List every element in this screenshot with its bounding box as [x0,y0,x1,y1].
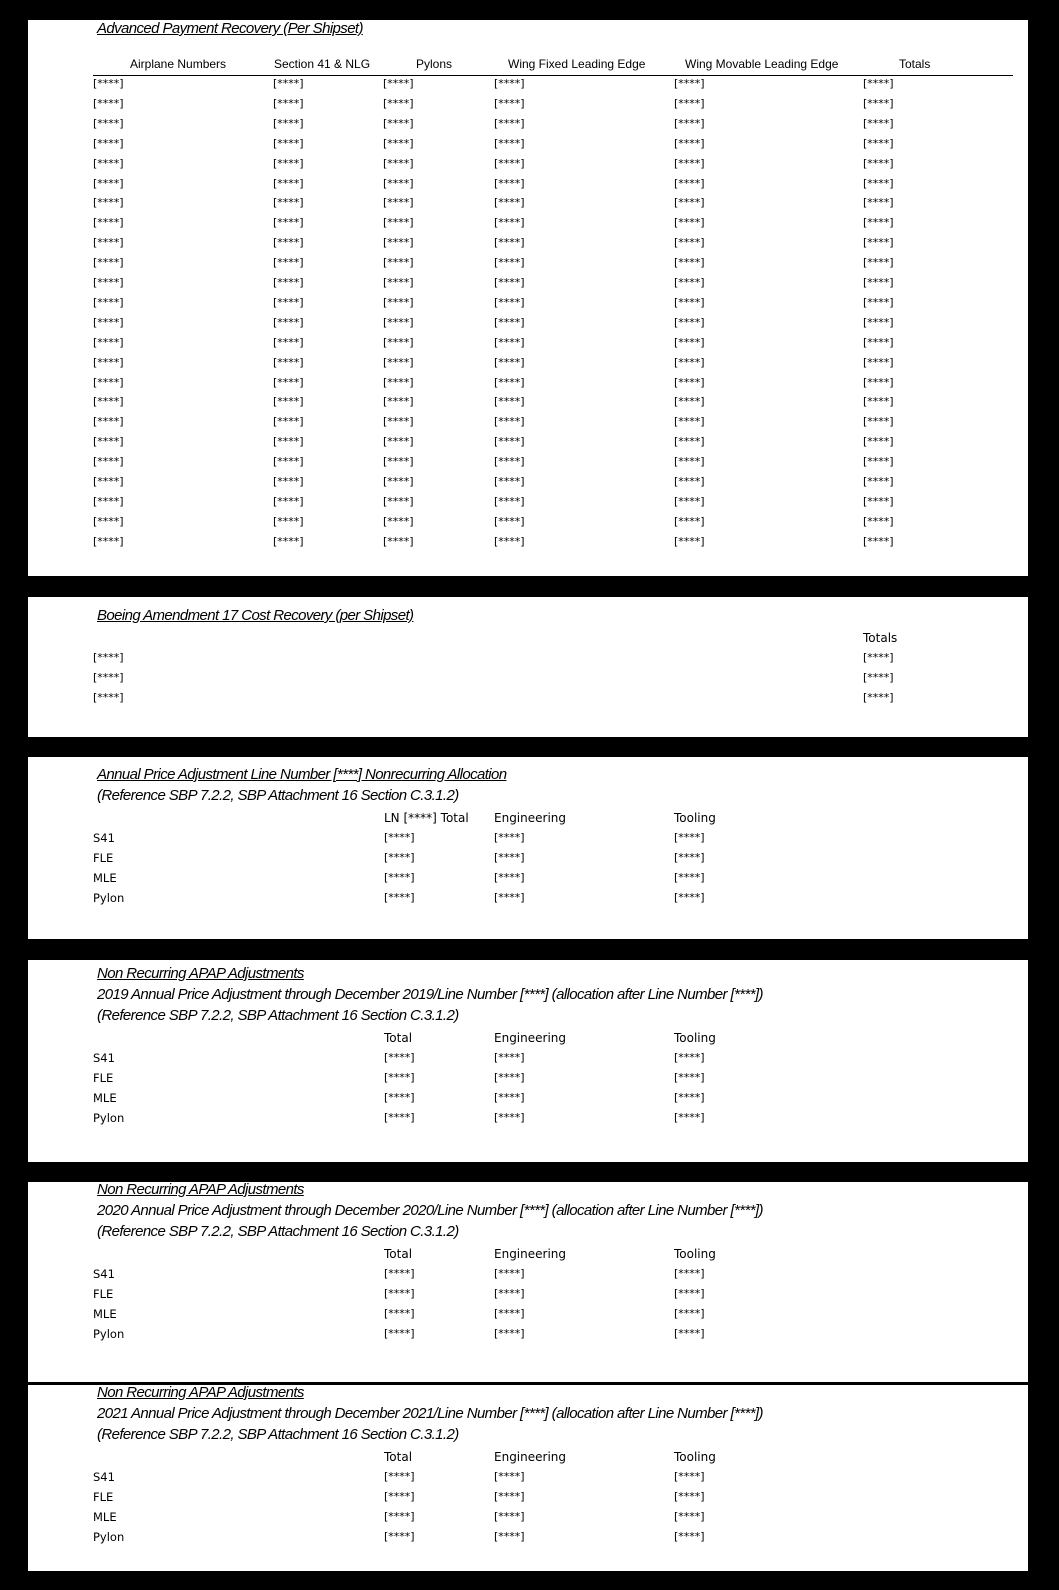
table-cell: [****] [494,116,525,130]
table-cell: [****] [93,415,124,429]
table-cell: [****] [273,355,304,369]
table-cell: [****] [494,196,525,210]
row-label: S41 [93,1470,115,1484]
table-cell: [****] [494,136,525,150]
table-cell: [****] [674,156,705,170]
table-cell: [****] [863,415,894,429]
advanced-payment-title: Advanced Payment Recovery (Per Shipset) [97,20,363,37]
table-cell: [****] [863,335,894,349]
table-cell: [****] [674,136,705,150]
col-header-totals: Totals [899,57,931,71]
apap-2021-col-tooling: Tooling [674,1450,716,1464]
amendment-panel [28,597,1028,737]
col-header-pylons: Pylons [416,57,453,71]
apap-2020-title: Non Recurring APAP Adjustments [97,1181,304,1198]
row-label: S41 [93,1267,115,1281]
table-cell: [****] [674,176,705,190]
annual-col-engineering: Engineering [494,811,566,825]
table-cell: [****] [863,136,894,150]
table-cell: [****] [384,1490,415,1503]
table-cell: [****] [383,96,414,110]
table-cell: [****] [863,295,894,309]
table-cell: [****] [494,1287,525,1300]
col-header-airplane-numbers: Airplane Numbers [130,57,227,71]
table-cell: [****] [93,77,124,90]
table-cell: [****] [674,1470,705,1483]
row-label: MLE [93,1510,117,1524]
col-header-wing-movable: Wing Movable Leading Edge [685,57,839,71]
table-cell: [****] [494,96,525,110]
table-cell: [****] [674,1111,705,1124]
table-cell: [****] [674,1530,705,1543]
row-label: Pylon [93,1530,125,1544]
table-cell: [****] [93,176,124,190]
apap-2019-title: Non Recurring APAP Adjustments [97,965,304,982]
table-cell: [****] [93,295,124,309]
table-cell: [****] [674,891,705,904]
table-cell: [****] [273,295,304,309]
table-cell: [****] [384,1510,415,1523]
table-cell: [****] [863,276,894,289]
table-cell: [****] [674,1490,705,1503]
table-cell: [****] [273,375,304,389]
table-cell: [****] [383,335,414,349]
table-cell: [****] [273,96,304,110]
table-cell: [****] [93,196,124,210]
table-cell: [****] [494,156,525,170]
table-cell: [****] [494,335,525,349]
row-label: FLE [93,1287,114,1301]
table-cell: [****] [494,831,525,844]
table-cell: [****] [674,295,705,309]
table-cell: [****] [674,1051,705,1064]
table-cell: [****] [384,1091,415,1104]
table-cell: [****] [674,1287,705,1300]
table-cell: [****] [93,116,124,130]
row-label: Pylon [93,891,125,905]
apap-2021-line: 2021 Annual Price Adjustment through December 2021/Line Number [****] (allocation after Line Number [****]) [97,1405,763,1422]
table-cell: [****] [674,1071,705,1084]
table-cell: [****] [494,176,525,190]
table-cell: [****] [273,156,304,170]
table-cell: [****] [863,475,894,488]
table-cell: [****] [383,156,414,170]
annual-title: Annual Price Adjustment Line Number [****] Nonrecurring Allocation [97,766,507,783]
table-cell: [****] [93,96,124,110]
table-cell: [****] [383,375,414,389]
table-cell: [****] [674,1091,705,1104]
table-cell: [****] [93,475,124,488]
table-cell: [****] [674,494,705,508]
table-cell: [****] [384,831,415,844]
table-cell: [****] [383,355,414,369]
amendment-title: Boeing Amendment 17 Cost Recovery (per Shipset) [97,607,414,624]
table-cell: [****] [93,156,124,170]
col-header-wing-fixed: Wing Fixed Leading Edge [508,57,646,71]
table-cell: [****] [494,891,525,904]
table-cell: [****] [93,534,124,548]
apap-2019-col-total: Total [384,1031,413,1045]
table-cell: [****] [674,196,705,210]
table-cell: [****] [383,295,414,309]
table-cell: [****] [273,196,304,210]
table-cell: [****] [494,1510,525,1523]
table-cell: [****] [383,455,414,469]
table-cell: [****] [674,335,705,349]
table-cell: [****] [674,871,705,884]
table-cell: [****] [273,415,304,429]
table-cell: [****] [273,514,304,528]
table-cell: [****] [674,1307,705,1320]
table-cell: [****] [273,276,304,289]
table-cell: [****] [674,216,705,230]
table-cell: [****] [863,96,894,110]
table-cell: [****] [674,276,705,289]
apap-2019-reference: (Reference SBP 7.2.2, SBP Attachment 16 Section C.3.1.2) [97,1007,459,1024]
table-cell: [****] [383,216,414,230]
table-cell: [****] [863,671,894,684]
table-cell: [****] [674,475,705,488]
table-cell: [****] [93,355,124,369]
apap-2020-col-tooling: Tooling [674,1247,716,1261]
table-cell: [****] [674,534,705,548]
table-cell: [****] [863,116,894,130]
table-cell: [****] [674,77,705,90]
table-cell: [****] [93,671,124,684]
table-cell: [****] [93,375,124,389]
table-cell: [****] [494,534,525,548]
table-cell: [****] [494,415,525,429]
apap-2021-col-engineering: Engineering [494,1450,566,1464]
table-cell: [****] [494,276,525,289]
table-cell: [****] [93,236,124,250]
table-cell: [****] [674,1267,705,1280]
table-cell: [****] [494,1327,525,1340]
table-cell: [****] [384,1051,415,1064]
table-cell: [****] [93,435,124,449]
table-cell: [****] [674,256,705,270]
row-label: MLE [93,1307,117,1321]
apap-2020-reference: (Reference SBP 7.2.2, SBP Attachment 16 Section C.3.1.2) [97,1223,459,1240]
table-cell: [****] [863,355,894,369]
table-cell: [****] [383,256,414,270]
table-cell: [****] [384,1111,415,1124]
table-cell: [****] [863,176,894,190]
table-cell: [****] [863,196,894,210]
table-cell: [****] [674,415,705,429]
table-cell: [****] [494,1530,525,1543]
table-cell: [****] [674,851,705,864]
row-label: FLE [93,1490,114,1504]
table-cell: [****] [494,295,525,309]
table-cell: [****] [674,236,705,250]
apap-2021-col-total: Total [384,1450,413,1464]
table-cell: [****] [383,276,414,289]
table-cell: [****] [93,455,124,469]
table-cell: [****] [93,256,124,270]
table-cell: [****] [273,534,304,548]
table-cell: [****] [383,475,414,488]
table-cell: [****] [383,136,414,150]
annual-col-total: LN [****] Total [384,811,469,825]
table-cell: [****] [494,851,525,864]
table-cell: [****] [383,494,414,508]
table-cell: [****] [494,1490,525,1503]
table-cell: [****] [494,375,525,389]
apap-2021-reference: (Reference SBP 7.2.2, SBP Attachment 16 Section C.3.1.2) [97,1426,459,1443]
table-cell: [****] [383,315,414,329]
table-cell: [****] [494,435,525,449]
table-cell: [****] [674,375,705,389]
table-cell: [****] [383,196,414,210]
table-cell: [****] [863,256,894,270]
table-cell: [****] [494,315,525,329]
row-label: FLE [93,851,114,865]
table-cell: [****] [273,136,304,150]
table-cell: [****] [494,1111,525,1124]
table-cell: [****] [494,216,525,230]
table-cell: [****] [273,455,304,469]
table-cell: [****] [494,355,525,369]
table-cell: [****] [494,395,525,409]
table-cell: [****] [93,651,124,664]
row-label: MLE [93,871,117,885]
table-cell: [****] [273,494,304,508]
table-cell: [****] [383,236,414,250]
apap-2019-panel [28,960,1028,1162]
table-cell: [****] [383,534,414,548]
apap-2021-title: Non Recurring APAP Adjustments [97,1384,304,1401]
row-label: Pylon [93,1327,125,1341]
table-cell: [****] [494,1051,525,1064]
table-cell: [****] [93,335,124,349]
annual-reference: (Reference SBP 7.2.2, SBP Attachment 16 Section C.3.1.2) [97,787,459,804]
table-cell: [****] [494,1470,525,1483]
table-cell: [****] [674,355,705,369]
table-cell: [****] [273,236,304,250]
table-cell: [****] [863,514,894,528]
annual-col-tooling: Tooling [674,811,716,825]
table-cell: [****] [273,335,304,349]
table-cell: [****] [273,176,304,190]
table-cell: [****] [383,77,414,90]
table-cell: [****] [93,514,124,528]
table-cell: [****] [674,1327,705,1340]
annual-panel [28,757,1028,939]
table-cell: [****] [863,494,894,508]
table-cell: [****] [273,77,304,90]
apap-2021-panel [28,1385,1028,1571]
table-cell: [****] [384,1470,415,1483]
table-cell: [****] [384,891,415,904]
table-cell: [****] [494,256,525,270]
table-cell: [****] [494,514,525,528]
table-cell: [****] [863,435,894,449]
table-cell: [****] [863,216,894,230]
table-cell: [****] [273,395,304,409]
row-label: Pylon [93,1111,125,1125]
table-cell: [****] [93,494,124,508]
table-cell: [****] [674,514,705,528]
table-cell: [****] [273,256,304,270]
table-cell: [****] [674,455,705,469]
table-cell: [****] [863,375,894,389]
table-cell: [****] [674,1510,705,1523]
table-cell: [****] [93,216,124,230]
table-cell: [****] [494,1267,525,1280]
apap-2019-line: 2019 Annual Price Adjustment through December 2019/Line Number [****] (allocation after Line Number [****]) [97,986,763,1003]
table-cell: [****] [494,455,525,469]
table-cell: [****] [93,276,124,289]
table-cell: [****] [384,1287,415,1300]
table-cell: [****] [384,1267,415,1280]
table-cell: [****] [383,176,414,190]
table-cell: [****] [674,831,705,844]
table-cell: [****] [384,1307,415,1320]
table-cell: [****] [674,315,705,329]
apap-2020-line: 2020 Annual Price Adjustment through December 2020/Line Number [****] (allocation after Line Number [****]) [97,1202,763,1219]
table-cell: [****] [383,415,414,429]
table-cell: [****] [863,455,894,469]
table-cell: [****] [494,475,525,488]
table-cell: [****] [494,77,525,90]
apap-2020-col-engineering: Engineering [494,1247,566,1261]
table-cell: [****] [384,1071,415,1084]
advanced-payment-panel [28,20,1028,576]
table-cell: [****] [384,1327,415,1340]
apap-2019-col-tooling: Tooling [674,1031,716,1045]
row-label: S41 [93,831,115,845]
table-cell: [****] [863,691,894,704]
table-cell: [****] [863,156,894,170]
table-cell: [****] [494,494,525,508]
header-rule [93,75,1013,76]
table-cell: [****] [674,116,705,130]
table-cell: [****] [273,216,304,230]
table-cell: [****] [674,96,705,110]
table-cell: [****] [93,395,124,409]
table-cell: [****] [384,871,415,884]
table-cell: [****] [494,1307,525,1320]
table-cell: [****] [494,1071,525,1084]
table-cell: [****] [494,236,525,250]
amendment-totals-header: Totals [863,631,898,645]
row-label: MLE [93,1091,117,1105]
apap-2020-panel [28,1182,1028,1382]
table-cell: [****] [863,236,894,250]
col-header-section41: Section 41 & NLG [274,57,371,71]
apap-2020-col-total: Total [384,1247,413,1261]
table-cell: [****] [383,116,414,130]
table-cell: [****] [383,395,414,409]
table-cell: [****] [273,116,304,130]
table-cell: [****] [863,77,894,90]
table-cell: [****] [273,475,304,488]
table-cell: [****] [383,514,414,528]
table-cell: [****] [93,691,124,704]
table-cell: [****] [863,651,894,664]
table-cell: [****] [93,315,124,329]
table-cell: [****] [383,435,414,449]
table-cell: [****] [863,395,894,409]
table-cell: [****] [494,871,525,884]
table-cell: [****] [674,395,705,409]
row-label: FLE [93,1071,114,1085]
table-cell: [****] [384,1530,415,1543]
table-cell: [****] [674,435,705,449]
apap-2019-col-engineering: Engineering [494,1031,566,1045]
table-cell: [****] [494,1091,525,1104]
row-label: S41 [93,1051,115,1065]
table-cell: [****] [93,136,124,150]
table-cell: [****] [273,315,304,329]
table-cell: [****] [863,534,894,548]
table-cell: [****] [273,435,304,449]
table-cell: [****] [863,315,894,329]
table-cell: [****] [384,851,415,864]
